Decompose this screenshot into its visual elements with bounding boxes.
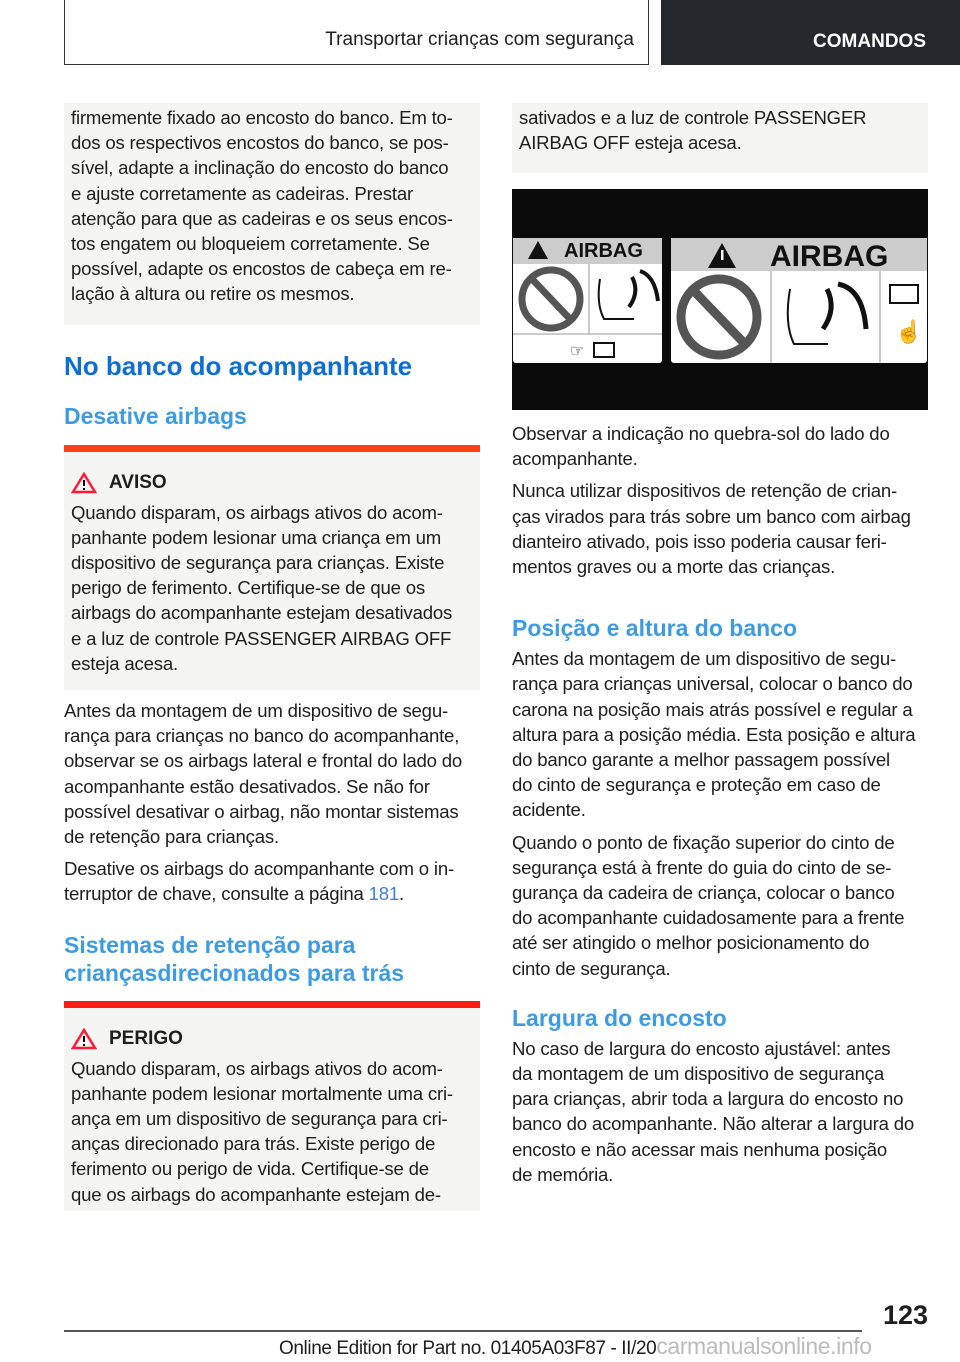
text-line: perigo de ferimento. Certifique-se de que os [71, 577, 425, 599]
text-line: atenção para que as cadeiras e os seus encos- [71, 207, 453, 229]
text-line: até ser atingido o melhor posicionamento do [512, 932, 870, 954]
page-reference-link[interactable]: 181 [368, 883, 400, 905]
warning-bar [64, 445, 480, 452]
text-line: segurança está à frente do guia do cinto de se- [512, 856, 892, 878]
text-line: rança para crianças no banco do acompanhante, [64, 725, 460, 747]
text-line: No caso de largura do encosto ajustável: antes [512, 1037, 891, 1059]
warning-triangle-icon [71, 472, 97, 494]
danger-continuation [512, 103, 928, 173]
paragraph [64, 698, 480, 849]
left-column [64, 103, 480, 1211]
text-line: da montagem de um dispositivo de segurança [512, 1063, 884, 1085]
text-line: Quando disparam, os airbags ativos do acom- [71, 1057, 443, 1079]
footer-divider [64, 1330, 862, 1332]
paragraph [512, 421, 928, 471]
section-heading: No banco do acompanhante [64, 350, 413, 381]
warning-box [64, 445, 480, 690]
text-line: possível, adapte os encostos de cabeça em re- [71, 258, 452, 280]
pointing-hand-icon: ☞ [570, 343, 585, 360]
footer [279, 1333, 872, 1360]
text-line: do cinto de segurança e proteção em caso de [512, 774, 881, 796]
text-line: para crianças, abrir toda a largura do encosto no [512, 1088, 904, 1110]
text-line: observar se os airbags lateral e frontal do lado do [64, 750, 463, 772]
text-line: firmemente fixado ao encosto do banco. Em to- [71, 107, 453, 128]
text-line: panhante podem lesionar uma criança em um [71, 526, 442, 548]
text-line: Antes da montagem de um dispositivo de segu- [512, 648, 896, 670]
airbag-label-figure [512, 189, 928, 410]
airbag-label-small [513, 238, 662, 363]
text-line: dianteiro ativado, pois isso poderia causar feri- [512, 530, 887, 552]
text-line: Antes da montagem de um dispositivo de segu- [64, 700, 448, 722]
header-section-title [64, 0, 649, 65]
text-line: sível, adapte a inclinação do encosto do banco [71, 157, 449, 179]
warning-triangle-icon [71, 1028, 97, 1050]
text-line: panhante podem lesionar mortalmente uma cri- [71, 1082, 453, 1104]
danger-bar [64, 1001, 480, 1008]
text-line: do acompanhante cuidadosamente para a frente [512, 907, 905, 929]
airbag-label-large [671, 238, 927, 363]
text-line: ças virados para trás sobre um banco com airbag [512, 505, 911, 527]
text-line: Sistemas de retenção para crianças [64, 931, 356, 986]
text-line: terruptor de chave, consulte a página [64, 883, 369, 905]
airbag-label-text: AIRBAG [564, 240, 643, 262]
watermark: carmanualsonline.info [656, 1333, 872, 1359]
danger-box [64, 1001, 480, 1211]
subsection-heading: Desative airbags [64, 402, 247, 429]
chapter-title: COMANDOS [813, 31, 926, 52]
text-line: acidente. [512, 799, 586, 821]
intro-paragraph [64, 103, 480, 325]
paragraph [512, 646, 928, 822]
danger-text [71, 1056, 474, 1207]
text-line: acompanhante estão desativados. Se não for [64, 775, 430, 797]
text-line: de memória. [512, 1163, 614, 1185]
text-line: Observar a indicação no quebra-sol do lado do [512, 423, 890, 444]
text-line: AIRBAG OFF esteja acesa. [519, 132, 742, 154]
text-line: cinto de segurança. [512, 957, 671, 979]
text-line: gurança da cadeira de criança, colocar o banco [512, 882, 895, 904]
text-line: mentos graves ou a morte das crianças. [512, 556, 836, 578]
text-line: possível desativar o airbag, não montar sistemas [64, 800, 459, 822]
paragraph [512, 1036, 928, 1187]
warning-title: AVISO [109, 471, 167, 493]
text-line: Nunca utilizar dispositivos de retenção de crian- [512, 480, 897, 502]
text-line: acompanhante. [512, 448, 638, 470]
punctuation: . [399, 883, 404, 905]
text-line: airbags do acompanhante estejam desativados [71, 602, 453, 624]
text-line: e ajuste corretamente as cadeiras. Prestar [71, 182, 413, 204]
text-line: encosto e não acessar mais nenhuma posição [512, 1138, 888, 1160]
text-line: rança para crianças universal, colocar o banco do [512, 673, 913, 695]
subsection-heading [64, 931, 480, 987]
text-line: ança em um dispositivo de segurança para cri- [71, 1108, 448, 1130]
airbag-label-text: AIRBAG [770, 240, 889, 273]
text-line: ferimento ou perigo de vida. Certifique-se de [71, 1158, 429, 1180]
text-line: dispositivo de segurança para crianças. Existe [71, 552, 445, 574]
page-number: 123 [882, 1300, 928, 1330]
paragraph [64, 856, 480, 906]
text-line: altura para a posição média. Esta posição e altura [512, 723, 916, 745]
subsection-heading: Largura do encosto [512, 1004, 727, 1031]
pointing-hand-icon: ☝ [895, 319, 923, 344]
text-line: lação à altura ou retire os mesmos. [71, 283, 355, 305]
right-column-body [512, 421, 928, 1187]
text-line: dos os respectivos encostos do banco, se pos- [71, 132, 449, 154]
text-line: Desative os airbags do acompanhante com o in- [64, 858, 454, 880]
header-chapter-tab [661, 0, 960, 65]
subsection-heading: Posição e altura do banco [512, 615, 798, 642]
text-line: sativados e a luz de controle PASSENGER [519, 107, 867, 128]
paragraph [512, 478, 928, 579]
text-line: Quando disparam, os airbags ativos do acom- [71, 501, 443, 523]
text-line: Quando o ponto de fixação superior do cinto de [512, 831, 895, 853]
paragraph [512, 830, 928, 981]
text-line: carona na posição mais atrás possível e regular a [512, 698, 913, 720]
text-line: que os airbags do acompanhante estejam de- [71, 1183, 441, 1205]
text-line: do banco garante a melhor passagem possível [512, 749, 890, 771]
danger-title: PERIGO [109, 1027, 183, 1049]
text-line: tos engatem ou bloqueiem corretamente. Se [71, 233, 430, 255]
edition-text: Online Edition for Part no. 01405A03F87 - II/20 [279, 1338, 657, 1359]
section-title: Transportar crianças com segurança [325, 29, 634, 50]
text-line: direcionados para trás [157, 959, 405, 986]
text-line: banco do acompanhante. Não alterar a largura do [512, 1113, 915, 1135]
warning-text [71, 500, 474, 676]
text-line: de retenção para crianças. [64, 826, 279, 848]
text-line: e a luz de controle PASSENGER AIRBAG OFF [71, 627, 452, 649]
right-column [512, 103, 928, 173]
text-line: anças direcionado para trás. Existe perigo de [71, 1133, 436, 1155]
text-line: esteja acesa. [71, 652, 178, 674]
